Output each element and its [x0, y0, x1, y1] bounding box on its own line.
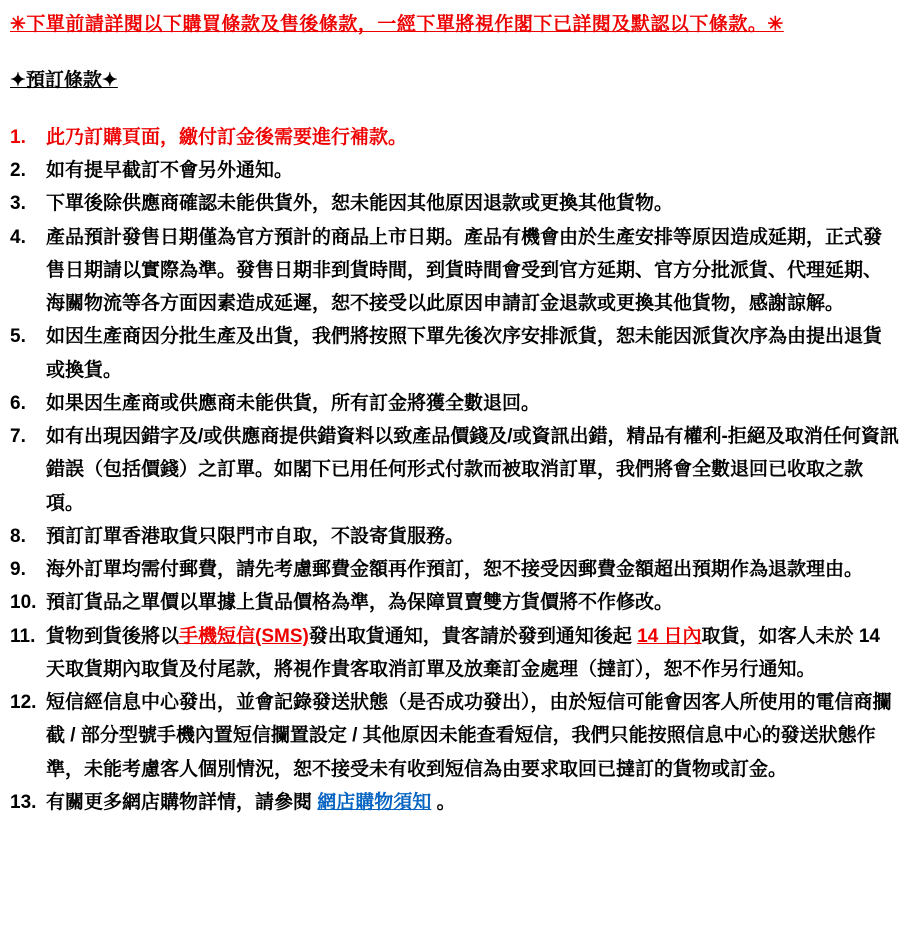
term-text [46, 586, 899, 619]
term-text-segment: 下單後除供應商確認未能供貨外，恕未能因其他原因退款或更換其他貨物。 [46, 193, 674, 215]
red-underline-highlight: 14 日內 [637, 625, 702, 647]
term-number: 3. [10, 193, 26, 215]
term-item [10, 586, 899, 619]
term-text-segment: 短信經信息中心發出，並會記錄發送狀態（是否成功發出），由於短信可能會因客人所使用的電信商攔截 / 部分型號手機內置短信攔置設定 / 其他原因未能查看短信，我們只能按照信息中心的發送狀態作準，未能考慮客人個別情況，恕不接受未有收到短信為由要求取回已撻訂的貨物或訂金。 [46, 692, 892, 780]
term-text [46, 786, 899, 819]
term-item [10, 553, 899, 586]
red-underline-highlight: 手機短信(SMS) [179, 625, 309, 647]
term-number: 10. [10, 592, 37, 614]
term-text [46, 121, 899, 154]
term-text [46, 520, 899, 553]
term-text-segment: 發出取貨通知，貴客請於發到通知後起 [308, 625, 638, 647]
term-number: 4. [10, 226, 26, 248]
term-number: 11. [10, 625, 36, 647]
term-number: 9. [10, 559, 26, 581]
term-text-segment: 產品預計發售日期僅為官方預計的商品上市日期。產品有機會由於生產安排等原因造成延期，正式發售日期請以實際為準。發售日期非到貨時間，到貨時間會受到官方延期、官方分批派貨、代理延期、海關物流等各方面因素造成延遲，恕不接受以此原因申請訂金退款或更換其他貨物，感謝諒解。 [46, 226, 883, 315]
term-number: 1. [10, 126, 26, 148]
term-text [46, 686, 899, 786]
term-item [10, 520, 899, 553]
term-number: 2. [10, 160, 26, 182]
term-item [10, 387, 899, 420]
term-text-segment: 如有提早截訂不會另外通知。 [46, 160, 294, 182]
term-text [46, 553, 899, 586]
term-item [10, 320, 899, 387]
terms-list [10, 121, 899, 819]
purchase-notice-header: ✳下單前請詳閱以下購買條款及售後條款，一經下單將視作閣下已詳閱及默認以下條款。✳ [10, 14, 784, 35]
term-number: 7. [10, 426, 26, 448]
term-text [46, 221, 899, 321]
term-item [10, 121, 899, 154]
term-number: 12. [10, 692, 37, 714]
term-text [46, 420, 899, 520]
term-text-segment: 預訂訂單香港取貨只限門市自取，不設寄貨服務。 [46, 525, 465, 547]
term-item [10, 154, 899, 187]
term-number: 6. [10, 392, 26, 414]
term-number: 13. [10, 791, 37, 813]
term-item [10, 221, 899, 321]
term-text-segment: 。 [431, 791, 456, 813]
term-text [46, 154, 899, 187]
term-item [10, 686, 899, 786]
term-item [10, 187, 899, 220]
term-item [10, 420, 899, 520]
term-text-segment: 取貨，如客人未於 14 天取貨期內取貨及付尾款，將視作貴客取消訂單及放棄訂金處理（撻訂），恕不作另行通知。 [46, 625, 880, 680]
term-number: 5. [10, 326, 26, 348]
section-title-preorder-terms: ✦預訂條款✦ [10, 70, 118, 92]
term-text [46, 387, 899, 420]
term-text-segment: 如因生產商因分批生產及出貨，我們將按照下單先後次序安排派貨，恕未能因派貨次序為由提出退貨或換貨。 [46, 326, 883, 381]
term-text-segment: 預訂貨品之單價以單據上貨品價格為準，為保障買賣雙方貨價將不作修改。 [46, 592, 674, 614]
shop-guide-link[interactable]: 網店購物須知 [317, 791, 432, 813]
term-text-segment: 有關更多網店購物詳情，請參閱 [46, 791, 318, 813]
term-item [10, 786, 899, 819]
term-text-segment: 如果因生產商或供應商未能供貨，所有訂金將獲全數退回。 [46, 392, 541, 414]
term-text-segment: 貨物到貨後將以 [46, 625, 180, 647]
term-text-segment: 如有出現因錯字及/或供應商提供錯資料以致產品價錢及/或資訊出錯，精品有權利-拒絕及取消任何資訊錯誤（包括價錢）之訂單。如閣下已用任何形式付款而被取消訂單，我們將會全數退回已收取之款項。 [46, 426, 899, 514]
term-text [46, 187, 899, 220]
term-text [46, 320, 899, 387]
term-text-segment: 海外訂單均需付郵費，請先考慮郵費金額再作預訂，恕不接受因郵費金額超出預期作為退款理由。 [46, 559, 864, 581]
term-text-segment: 此乃訂購頁面，繳付訂金後需要進行補款。 [46, 126, 408, 148]
term-text [46, 620, 899, 687]
term-number: 8. [10, 525, 26, 547]
term-item [10, 620, 899, 687]
